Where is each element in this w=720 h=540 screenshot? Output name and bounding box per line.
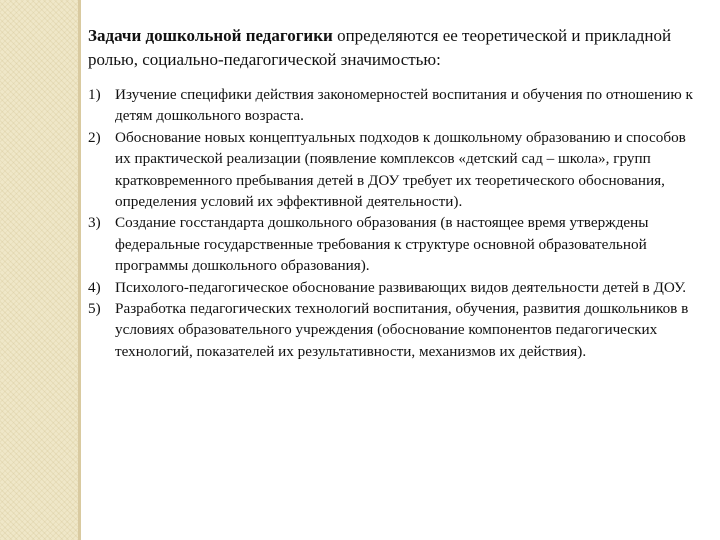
list-item-number: 3) [88,214,101,232]
list-item-number: 2) [88,128,101,146]
list-item [88,84,700,127]
list-item-number: 4) [88,278,101,296]
tasks-list [88,84,700,362]
slide-content [88,24,700,362]
list-item-number: 5) [88,300,101,318]
list-item-text: Обоснование новых концептуальных подходов к дошкольному образованию и способов их практической реализации (появление комплексов «детский сад – школа», групп кратковременного пребывания детей в ДОУ требует их теоретического обоснования, определения условий их эффективной деятельности). [115,128,686,211]
intro-text: определяются ее теоретической и прикладной ролью, социально-педагогической значимостью: [88,26,672,69]
list-item [88,277,700,298]
list-item-text: Изучение специфики действия закономерностей воспитания и обучения по отношению к детям дошкольного возраста. [115,86,693,125]
list-item-number: 1) [88,86,101,103]
intro-bold-term: Задачи дошкольной педагогики [88,26,333,45]
list-item [88,298,700,362]
intro-paragraph [88,24,700,72]
decorative-left-band [0,0,78,540]
list-item [88,127,700,213]
list-item-text: Психолого-педагогическое обоснование развивающих видов деятельности детей в ДОУ. [115,278,687,296]
list-item-text: Разработка педагогических технологий воспитания, обучения, развития дошкольников в условиях образовательного учреждения (обоснование компонентов педагогических технологий, показателей их результативности, механизмов их действия). [115,300,689,360]
decorative-band-edge [78,0,81,540]
list-item-text: Создание госстандарта дошкольного образования (в настоящее время утверждены федеральные государственные требования к структуре основной образовательной программы дошкольного образования). [115,214,649,275]
list-item [88,212,700,276]
